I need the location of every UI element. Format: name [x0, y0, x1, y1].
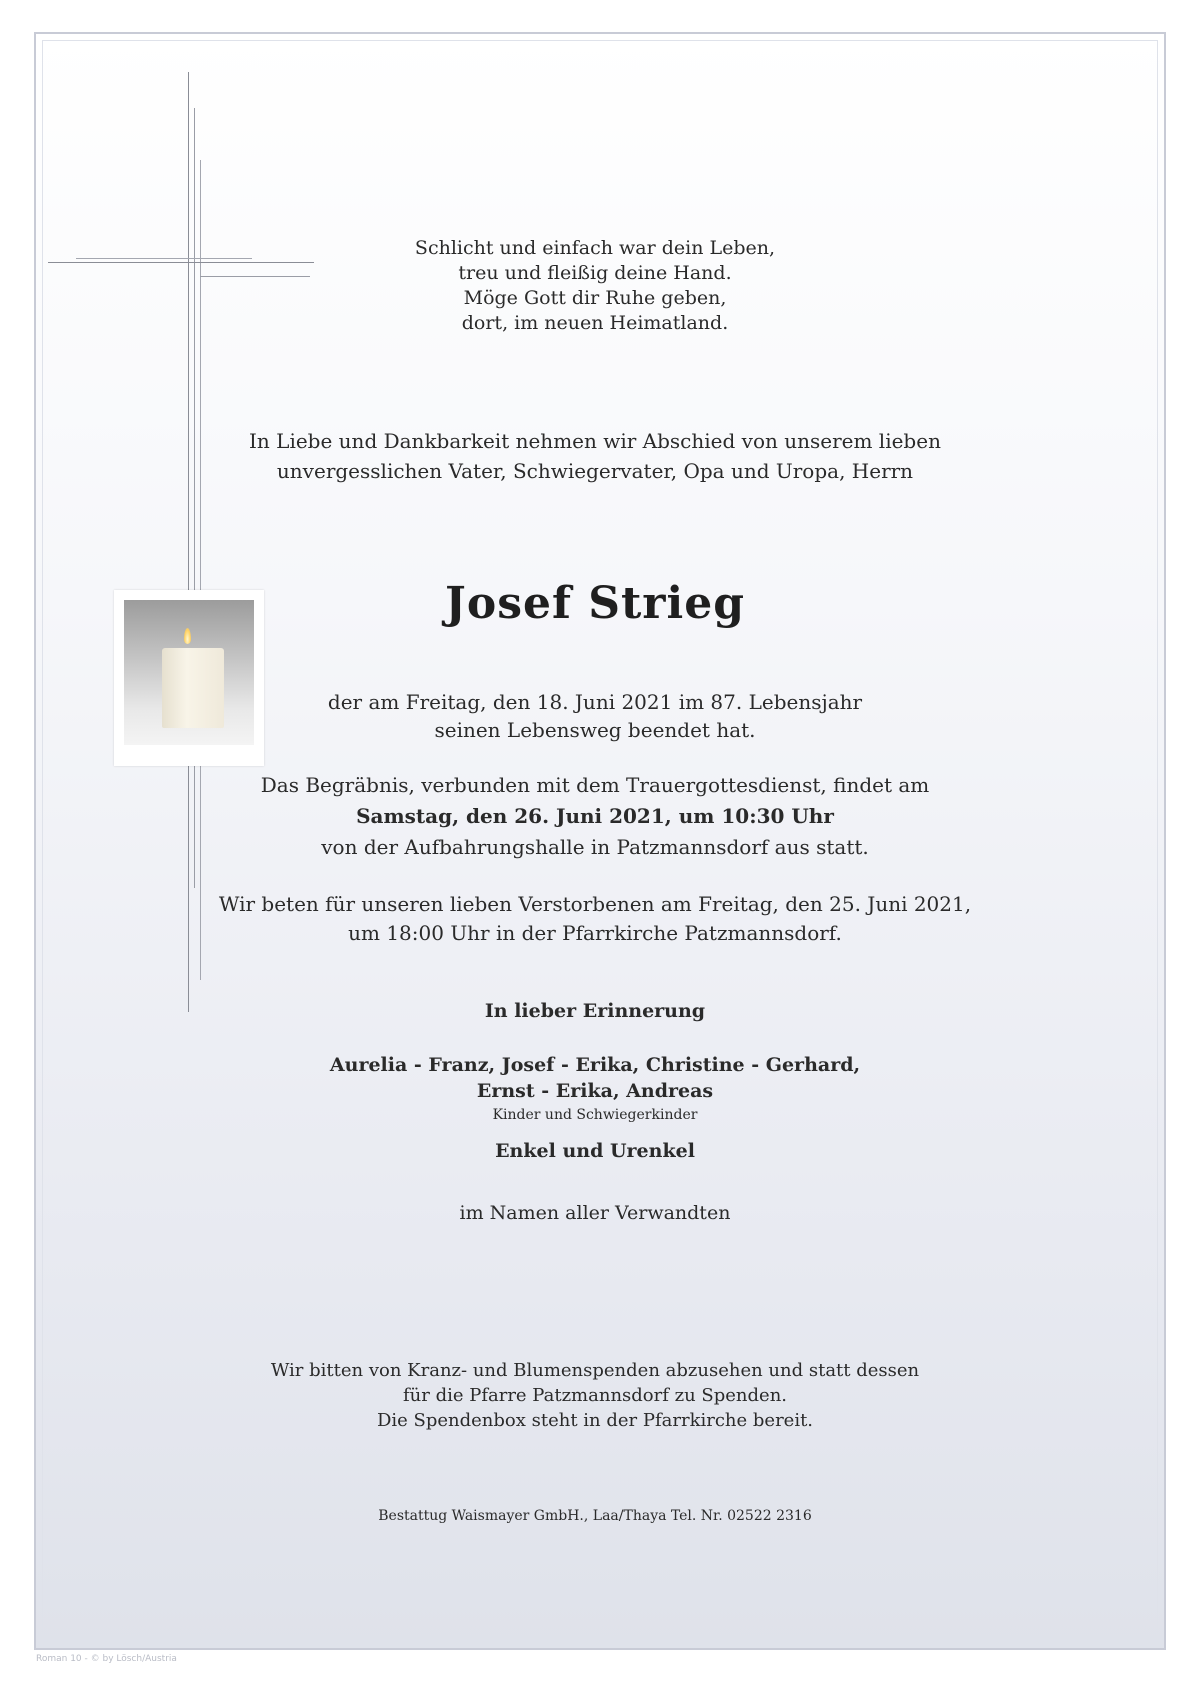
prayer-info	[0, 890, 1190, 948]
memory-heading: In lieber Erinnerung	[484, 1000, 706, 1022]
poem-line: Schlicht und einfach war dein Leben,	[414, 237, 776, 259]
family-names	[0, 1052, 1190, 1104]
death-line: der am Freitag, den 18. Juni 2021 im 87. Lebensjahr	[327, 690, 863, 714]
funeral-date: Samstag, den 26. Juni 2021, um 10:30 Uhr	[356, 804, 834, 828]
family-line: Aurelia - Franz, Josef - Erika, Christine - Gerhard,	[329, 1054, 861, 1076]
family-relation: Kinder und Schwiegerkinder	[492, 1107, 698, 1123]
poem-line: dort, im neuen Heimatland.	[461, 312, 729, 334]
death-line: seinen Lebensweg beendet hat.	[434, 718, 756, 742]
funeral-line: Das Begräbnis, verbunden mit dem Trauergottesdienst, findet am	[260, 773, 930, 797]
family-line: Ernst - Erika, Andreas	[476, 1080, 714, 1102]
cross-vertical-line	[188, 72, 189, 1012]
intro-line: unvergesslichen Vater, Schwiegervater, Opa und Uropa, Herrn	[276, 459, 914, 483]
poem-line: Möge Gott dir Ruhe geben,	[463, 287, 727, 309]
prayer-line: Wir beten für unseren lieben Verstorbenen am Freitag, den 25. Juni 2021,	[218, 892, 972, 916]
death-notice	[0, 688, 1190, 744]
donation-request	[0, 1358, 1190, 1433]
request-line: für die Pfarre Patzmannsdorf zu Spenden.	[402, 1385, 788, 1406]
deceased-name: Josef Strieg	[445, 578, 745, 629]
request-line: Wir bitten von Kranz- und Blumenspenden abzusehen und statt dessen	[270, 1360, 920, 1381]
grandchildren: Enkel und Urenkel	[495, 1140, 695, 1162]
copyright-note: Roman 10 - © by Lösch/Austria	[36, 1654, 177, 1664]
prayer-line: um 18:00 Uhr in der Pfarrkirche Patzmannsdorf.	[348, 921, 842, 945]
intro-text	[0, 426, 1190, 486]
poem-line: treu und fleißig deine Hand.	[458, 262, 732, 284]
flame-icon	[184, 628, 191, 644]
request-line: Die Spendenbox steht in der Pfarrkirche bereit.	[376, 1410, 814, 1431]
intro-line: In Liebe und Dankbarkeit nehmen wir Abschied von unserem lieben	[249, 429, 941, 453]
poem	[0, 236, 1190, 336]
funeral-home-footer: Bestattug Waismayer GmbH., Laa/Thaya Tel. Nr. 02522 2316	[378, 1508, 812, 1524]
funeral-line: von der Aufbahrungshalle in Patzmannsdorf aus statt.	[321, 835, 869, 859]
relatives: im Namen aller Verwandten	[459, 1202, 731, 1224]
funeral-info	[0, 770, 1190, 863]
